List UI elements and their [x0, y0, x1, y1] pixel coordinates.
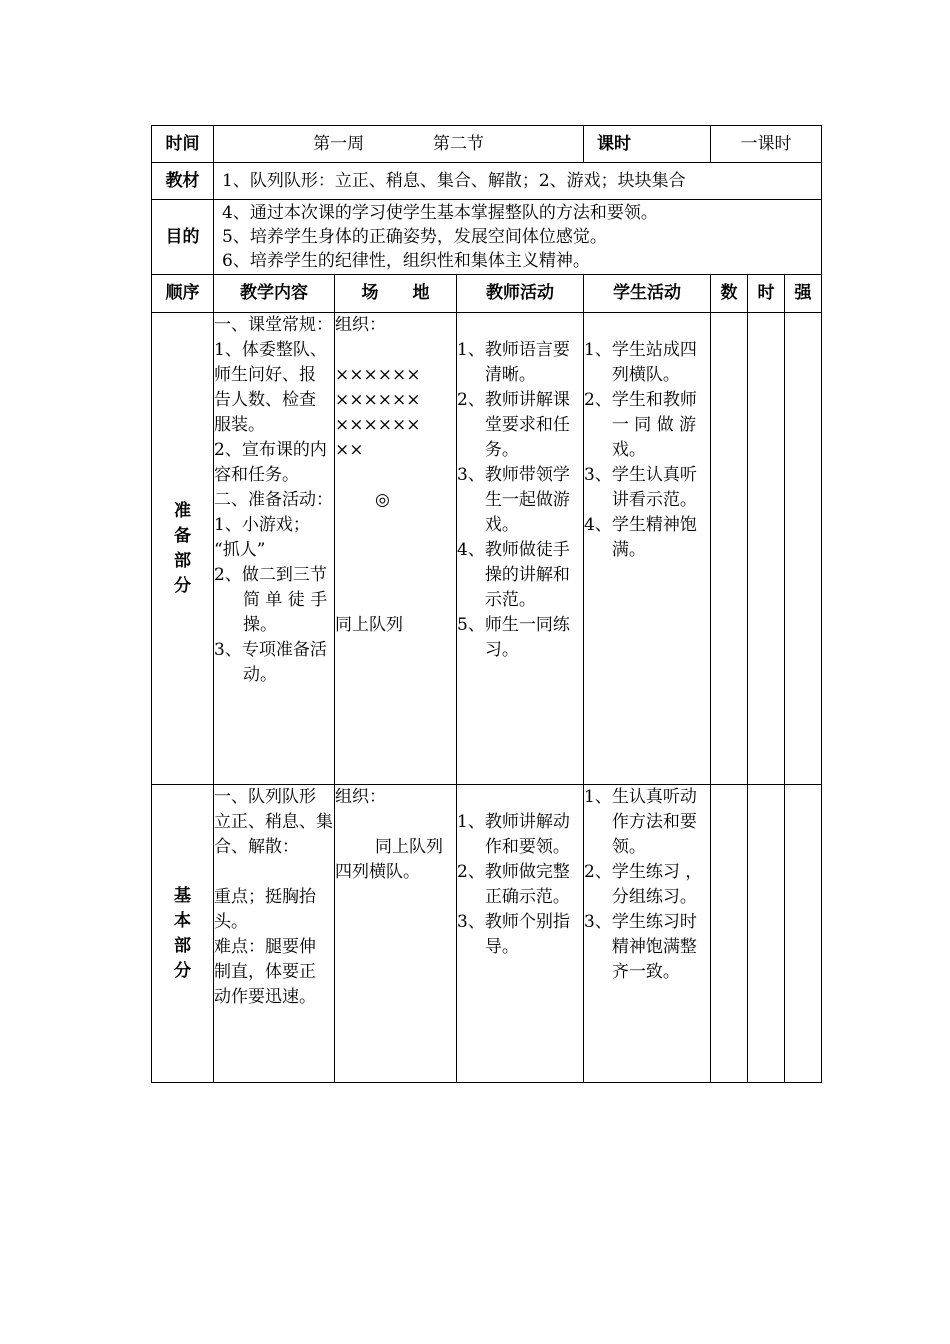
- formation-row: ××××××: [335, 415, 421, 435]
- material-text: 1、队列队形：立正、稍息、集合、解散；2、游戏；块块集合: [214, 163, 822, 200]
- basic-content: [214, 785, 335, 1083]
- formation-row: ××: [335, 440, 364, 460]
- prep-student-item: 4、 学生精神饱 满。: [584, 515, 697, 560]
- prep-teacher: [457, 313, 584, 785]
- basic-content-line: 重点；挺胸抬: [214, 887, 316, 907]
- basic-venue-same: 同上队列: [375, 837, 443, 857]
- basic-teacher-item: 2、 教师做完整 正确示范。: [457, 862, 570, 907]
- prep-content-line: 师生问好、报: [214, 365, 316, 385]
- basic-venue: [335, 785, 457, 1083]
- prep-student: [584, 313, 711, 785]
- col-intensity: 强: [785, 275, 822, 313]
- prep-student-item: 3、 学生认真听 讲看示范。: [584, 465, 697, 510]
- prep-teacher-item: 5、 师生一同练 习。: [457, 615, 570, 660]
- basic-student-item: 1、 生认真听动 作方法和要 领。: [584, 787, 697, 857]
- time-label: 时间: [152, 126, 214, 163]
- prep-content-line: 二、准备活动：: [214, 490, 333, 510]
- material-row: [152, 163, 822, 200]
- prep-content: [214, 313, 335, 785]
- basic-content-line: 一、队列队形: [214, 787, 316, 807]
- prep-content-line: 一、课堂常规：: [214, 315, 333, 335]
- prep-content-line: 操。: [243, 615, 277, 635]
- basic-content-line: 难点：腿要伸: [214, 937, 316, 957]
- lesson-plan-table: [151, 125, 822, 1083]
- basic-label: [152, 785, 214, 1083]
- teacher-position-symbol: ◎: [375, 490, 390, 510]
- prep-label-char: 分: [174, 575, 191, 596]
- prep-row: [152, 313, 822, 785]
- col-order: 顺序: [152, 275, 214, 313]
- week-text: 第一周: [313, 133, 365, 154]
- goal-row: [152, 200, 822, 275]
- basic-student-item: 3、 学生练习时 精神饱满整 齐一致。: [584, 912, 697, 982]
- prep-count: [711, 313, 748, 785]
- basic-intensity: [785, 785, 822, 1083]
- basic-student: [584, 785, 711, 1083]
- basic-content-line: 动作要迅速。: [214, 987, 316, 1007]
- col-venue: 场 地: [335, 275, 457, 313]
- basic-label-char: 部: [174, 935, 191, 956]
- prep-student-item: 1、 学生站成四 列横队。: [584, 340, 697, 385]
- prep-content-line: “抓人”: [214, 540, 266, 560]
- prep-student-item: 2、 学生和教师 一 同 做 游 戏。: [584, 390, 697, 460]
- basic-label-char: 本: [174, 910, 191, 931]
- basic-label-char: 基: [174, 885, 191, 906]
- material-label: 教材: [152, 163, 214, 200]
- prep-label-char: 备: [174, 525, 191, 546]
- basic-time: [748, 785, 785, 1083]
- prep-teacher-item: 3、 教师带领学 生一起做游 戏。: [457, 465, 570, 535]
- prep-time: [748, 313, 785, 785]
- prep-teacher-item: 1、 教师语言要 清晰。: [457, 340, 570, 385]
- basic-count: [711, 785, 748, 1083]
- basic-content-line: 头。: [214, 912, 248, 932]
- col-count: 数: [711, 275, 748, 313]
- time-row: [152, 126, 822, 163]
- basic-teacher: [457, 785, 584, 1083]
- basic-label-char: 分: [174, 960, 191, 981]
- goal-label: 目的: [152, 200, 214, 275]
- prep-content-line: 3、专项准备活: [214, 640, 327, 660]
- section-text: 第二节: [432, 133, 484, 154]
- prep-intensity: [785, 313, 822, 785]
- formation-row: ××××××: [335, 390, 421, 410]
- period-value: 一课时: [711, 126, 822, 163]
- goal-line: 5、培养学生身体的正确姿势，发展空间体位感觉。: [222, 227, 607, 247]
- basic-teacher-item: 3、 教师个别指 导。: [457, 912, 570, 957]
- prep-teacher-item: 2、 教师讲解课 堂要求和任 务。: [457, 390, 570, 460]
- prep-content-line: 2、宣布课的内: [214, 440, 327, 460]
- prep-label-char: 准: [174, 500, 191, 521]
- basic-content-line: 合、解散：: [214, 837, 299, 857]
- basic-student-item: 2、 学生练习 ， 分组练习。: [584, 862, 703, 907]
- prep-label-char: 部: [174, 550, 191, 571]
- basic-venue-formation: 四列横队。: [335, 862, 420, 882]
- prep-content-line: 1、体委整队、: [214, 340, 327, 360]
- prep-content-line: 动。: [243, 665, 277, 685]
- col-teacher: 教师活动: [457, 275, 584, 313]
- formation-row: ××××××: [335, 365, 421, 385]
- prep-content-line: 1、小游戏；: [214, 515, 310, 535]
- prep-content-line: 2、做二到三节: [214, 565, 327, 585]
- goal-line: 6、培养学生的纪律性，组织性和集体主义精神。: [222, 251, 590, 271]
- col-student: 学生活动: [584, 275, 711, 313]
- prep-content-line: 容和任务。: [214, 465, 299, 485]
- week-section-cell: [214, 126, 584, 163]
- goal-text: [214, 200, 822, 275]
- basic-teacher-item: 1、 教师讲解动 作和要领。: [457, 812, 570, 857]
- col-time: 时: [748, 275, 785, 313]
- basic-venue-org: 组织：: [335, 787, 386, 807]
- prep-content-line: 简 单 徒 手: [243, 590, 328, 610]
- prep-venue: [335, 313, 457, 785]
- prep-venue-org: 组织：: [335, 315, 386, 335]
- period-label: 课时: [584, 126, 711, 163]
- basic-content-line: 立正、稍息、集: [214, 812, 333, 832]
- prep-teacher-item: 4、 教师做徒手 操的讲解和 示范。: [457, 540, 570, 610]
- basic-content-line: 制直，体要正: [214, 962, 316, 982]
- goal-line: 4、通过本次课的学习使学生基本掌握整队的方法和要领。: [222, 203, 658, 223]
- prep-venue-same: 同上队列: [335, 615, 403, 635]
- prep-content-line: 服装。: [214, 415, 265, 435]
- col-content: 教学内容: [214, 275, 335, 313]
- prep-content-line: 告人数、检查: [214, 390, 316, 410]
- column-header-row: [152, 275, 822, 313]
- basic-row: [152, 785, 822, 1083]
- prep-label: [152, 313, 214, 785]
